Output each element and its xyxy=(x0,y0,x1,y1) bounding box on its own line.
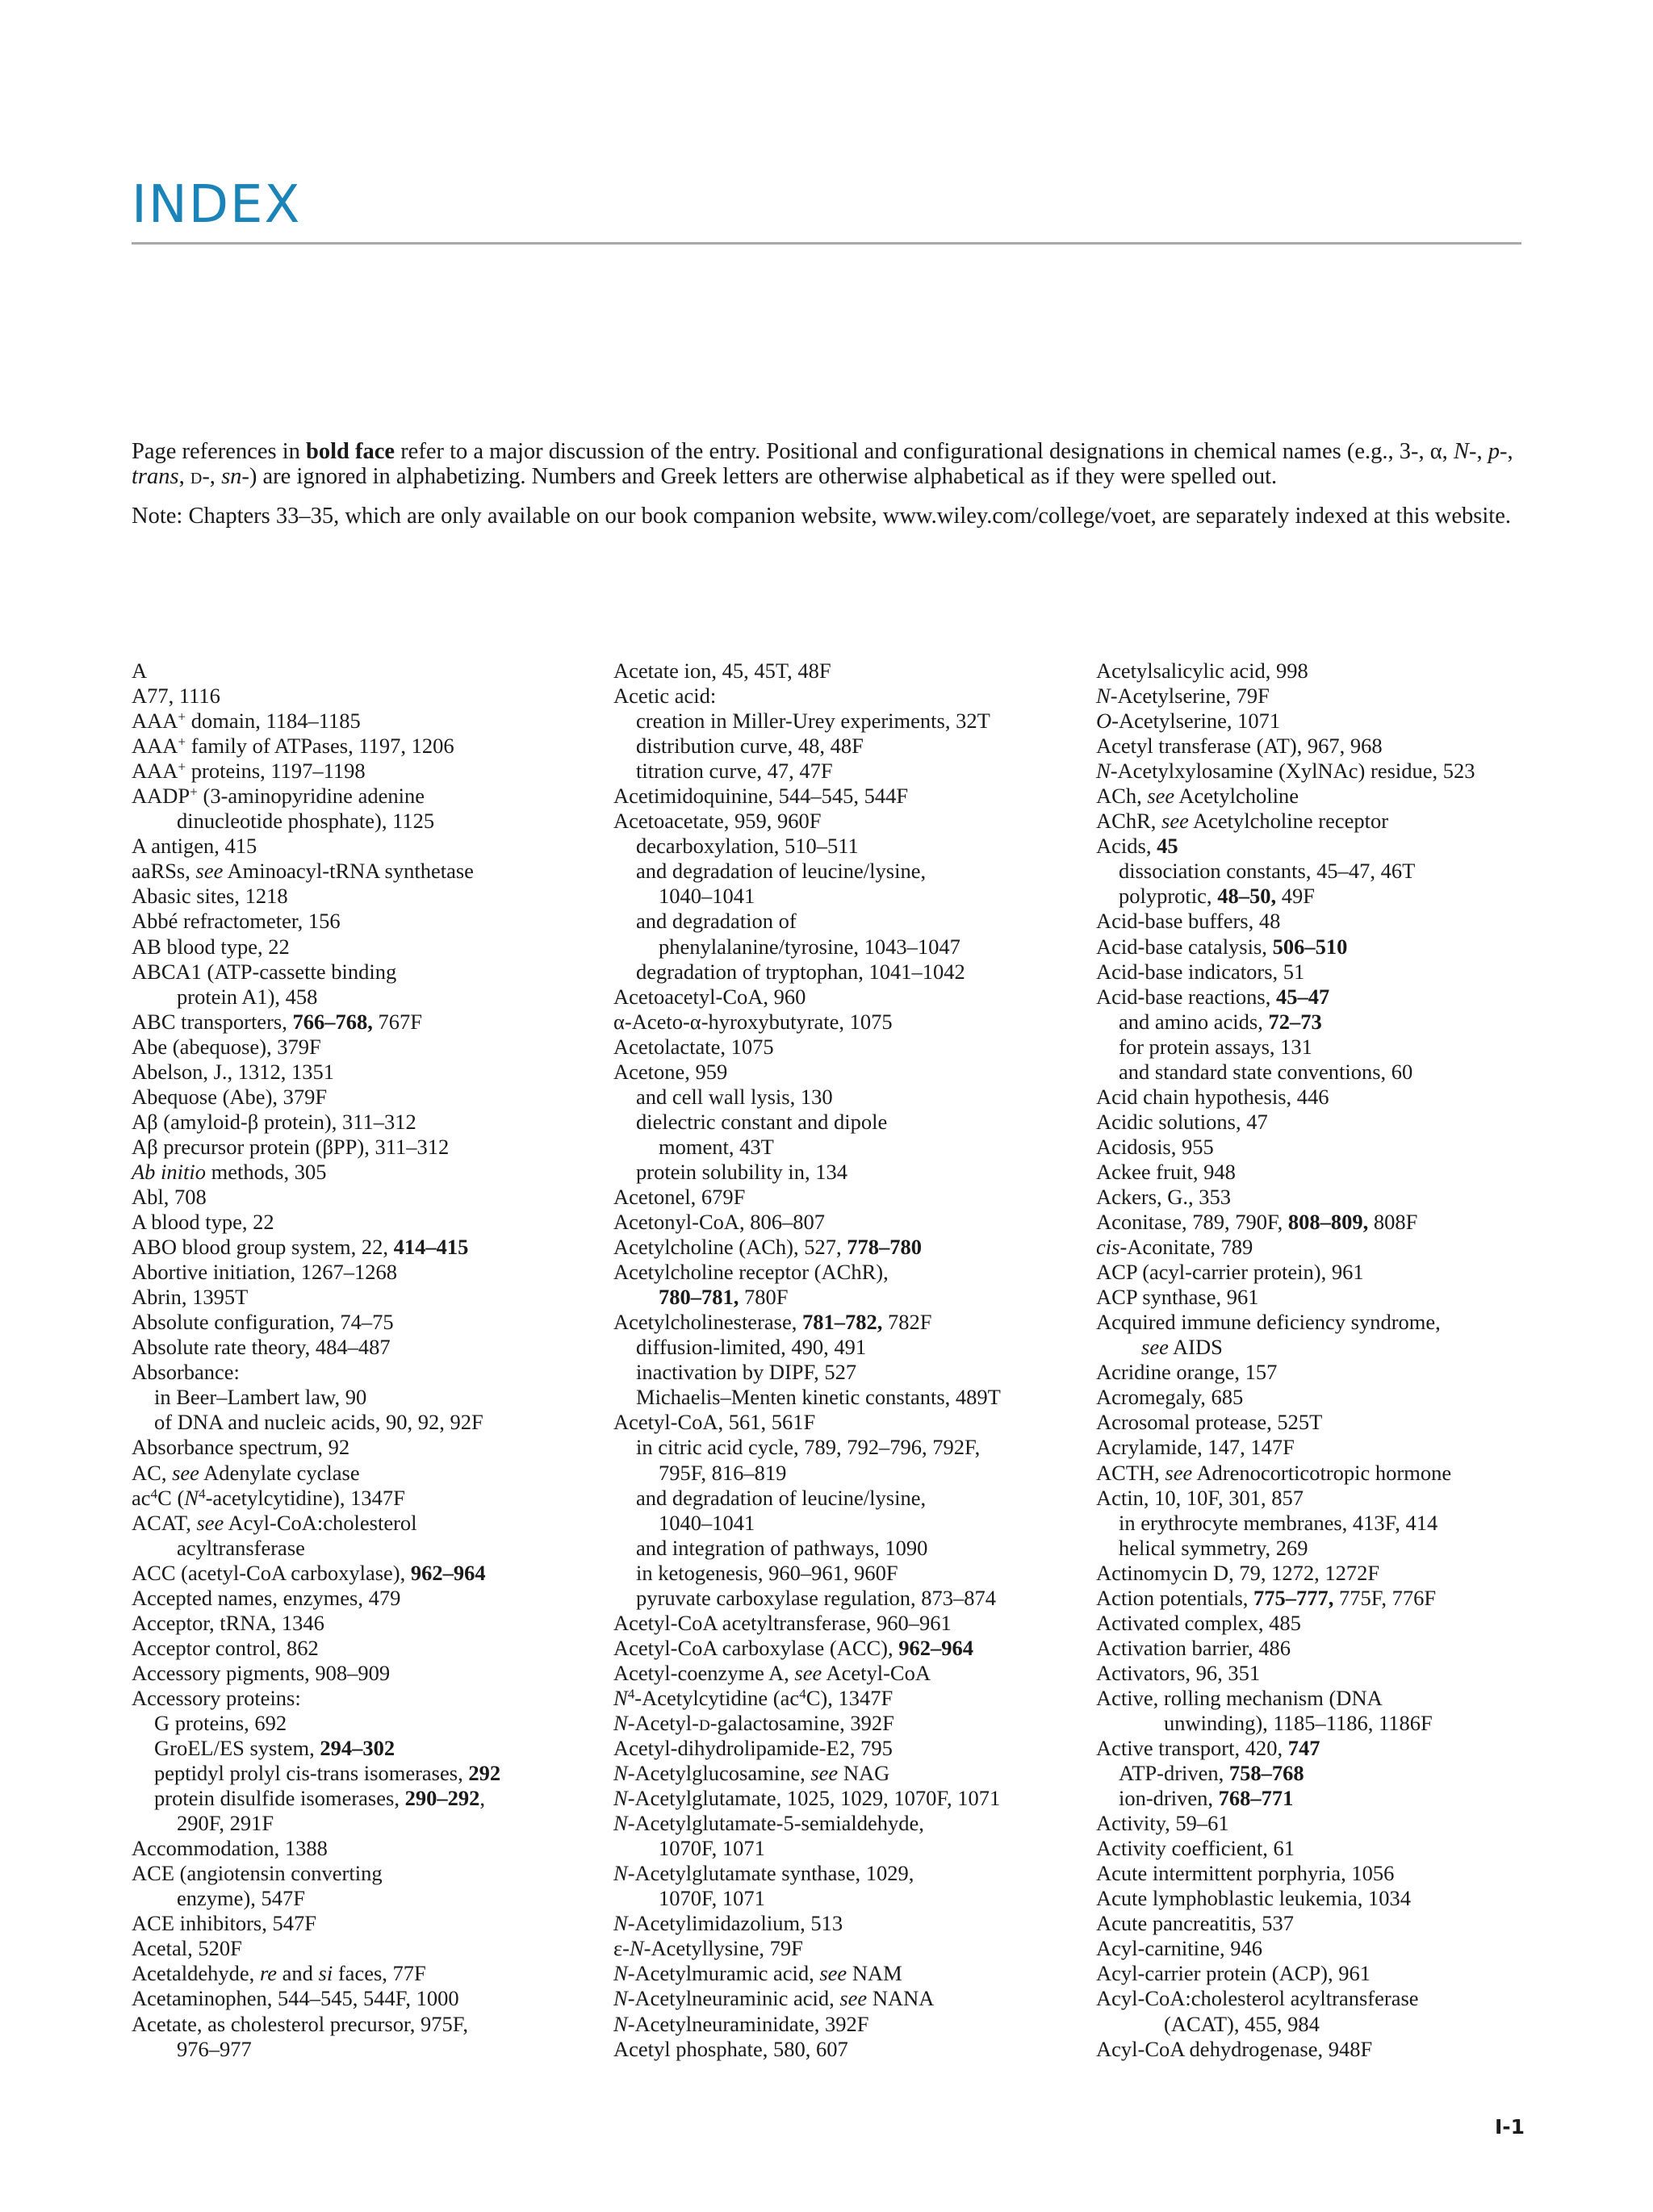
index-entry: Activators, 96, 351 xyxy=(1096,1660,1261,1685)
index-entry: $ac^4C$ $(N^4-acetylcytidine)$, 1347F xyxy=(132,1485,405,1510)
index-entry: Ab initio methods, 305 xyxy=(132,1159,327,1184)
index-subentry: 795F, 816–819 xyxy=(659,1460,787,1485)
index-entry: aaRSs, see Aminoacyl-tRNA synthetase xyxy=(132,859,474,884)
index-subentry: and standard state conventions, 60 xyxy=(1119,1059,1413,1084)
index-subentry: and cell wall lysis, 130 xyxy=(636,1084,833,1109)
index-entry: N-Acetylglutamate, 1025, 1029, 1070F, 1071 xyxy=(613,1786,1001,1811)
index-column-2 xyxy=(613,659,1082,2062)
index-entry: Aconitase, 789, 790F, 808–809, 808F xyxy=(1096,1210,1418,1235)
index-entry: AC, see Adenylate cyclase xyxy=(132,1460,360,1485)
index-entry: Acquired immune deficiency syndrome, xyxy=(1096,1310,1441,1335)
index-entry: Acetylsalicylic acid, 998 xyxy=(1096,659,1308,683)
index-entry: Acid chain hypothesis, 446 xyxy=(1096,1084,1329,1109)
index-entry: cis-Aconitate, 789 xyxy=(1096,1235,1253,1260)
index-subentry: acyltransferase xyxy=(177,1535,305,1560)
index-subentry: of DNA and nucleic acids, 90, 92, 92F xyxy=(154,1410,483,1435)
index-column-1 xyxy=(132,659,600,2062)
page-number: I-1 xyxy=(1495,2115,1525,2139)
index-entry: Acute intermittent porphyria, 1056 xyxy=(1096,1861,1395,1886)
index-entry: ACE (angiotensin converting xyxy=(132,1861,383,1886)
index-entry: Acyl-carnitine, 946 xyxy=(1096,1936,1263,1961)
index-entry: Acidic solutions, 47 xyxy=(1096,1109,1268,1134)
index-entry: Acetyl-CoA carboxylase (ACC), 962–964 xyxy=(613,1635,973,1660)
index-subentry: degradation of tryptophan, 1041–1042 xyxy=(636,959,965,984)
index-entry: Acetyl transferase (AT), 967, 968 xyxy=(1096,734,1383,759)
index-entry: Acceptor control, 862 xyxy=(132,1635,319,1660)
index-entry: Acetoacetyl-CoA, 960 xyxy=(613,984,806,1009)
index-entry: AB blood type, 22 xyxy=(132,934,290,959)
index-entry: ACP synthase, 961 xyxy=(1096,1285,1259,1310)
page-title: INDEX xyxy=(132,175,302,235)
title-rule xyxy=(132,242,1521,245)
index-entry: Acetaminophen, 544–545, 544F, 1000 xyxy=(132,1986,459,2011)
index-entry: Ackers, G., 353 xyxy=(1096,1184,1232,1209)
index-entry: ACC (acetyl-CoA carboxylase), 962–964 xyxy=(132,1560,486,1585)
index-entry: N-Acetylneuraminidate, 392F xyxy=(613,2011,869,2036)
index-entry: AAA+ domain, 1184–1185 xyxy=(132,709,361,734)
index-entry: Acetylcholinesterase, 781–782, 782F xyxy=(613,1310,932,1335)
index-entry: Acetyl phosphate, 580, 607 xyxy=(613,2036,848,2061)
index-entry: Abbé refractometer, 156 xyxy=(132,909,341,934)
index-entry: Active, rolling mechanism (DNA xyxy=(1096,1685,1383,1710)
index-entry: Acids, 45 xyxy=(1096,834,1178,859)
index-subentry: and integration of pathways, 1090 xyxy=(636,1535,928,1560)
index-entry: Acromegaly, 685 xyxy=(1096,1385,1244,1410)
index-entry: ABO blood group system, 22, 414–415 xyxy=(132,1235,469,1260)
index-entry: N-Acetylneuraminic acid, see NANA xyxy=(613,1986,935,2011)
index-subentry: protein disulfide isomerases, 290–292, xyxy=(154,1786,485,1811)
index-entry: Acetyl-CoA, 561, 561F xyxy=(613,1410,816,1435)
index-entry: Activation barrier, 486 xyxy=(1096,1635,1291,1660)
index-entry: Abrin, 1395T xyxy=(132,1285,249,1310)
index-subentry: (ACAT), 455, 984 xyxy=(1164,2011,1320,2036)
index-entry: Acidosis, 955 xyxy=(1096,1134,1214,1159)
index-entry: Acetylcholine (ACh), 527, 778–780 xyxy=(613,1235,922,1260)
index-subentry: and degradation of xyxy=(636,909,797,934)
index-subentry: Michaelis–Menten kinetic constants, 489T xyxy=(636,1385,1001,1410)
index-subentry: protein A1), 458 xyxy=(177,984,318,1009)
index-entry: Acridine orange, 157 xyxy=(1096,1360,1278,1385)
index-entry: Actin, 10, 10F, 301, 857 xyxy=(1096,1485,1304,1510)
index-entry: AAA+ proteins, 1197–1198 xyxy=(132,759,366,784)
index-subentry: for protein assays, 131 xyxy=(1119,1034,1312,1059)
index-subentry: phenylalanine/tyrosine, 1043–1047 xyxy=(659,934,960,959)
index-entry: N-Acetylglutamate-5-semialdehyde, xyxy=(613,1811,924,1836)
index-entry: Acetic acid: xyxy=(613,684,717,709)
index-entry: Acetylcholine receptor (AChR), xyxy=(613,1260,889,1285)
index-entry: Acid-base buffers, 48 xyxy=(1096,909,1281,934)
index-subentry: in Beer–Lambert law, 90 xyxy=(154,1385,367,1410)
index-subentry: in ketogenesis, 960–961, 960F xyxy=(636,1560,898,1585)
index-entry: Abequose (Abe), 379F xyxy=(132,1084,328,1109)
index-entry: Acrylamide, 147, 147F xyxy=(1096,1435,1295,1460)
index-entry: Ackee fruit, 948 xyxy=(1096,1159,1236,1184)
index-entry: Abortive initiation, 1267–1268 xyxy=(132,1260,398,1285)
index-entry: ACAT, see Acyl-CoA:cholesterol xyxy=(132,1510,417,1535)
index-entry: ABC transporters, 766–768, 767F xyxy=(132,1009,422,1034)
index-entry: $N^4$-Acetylcytidine $(ac^4C)$, 1347F xyxy=(613,1685,893,1710)
index-subentry: and degradation of leucine/lysine, xyxy=(636,859,927,884)
index-entry: Acetate, as cholesterol precursor, 975F, xyxy=(132,2011,468,2036)
index-subentry: distribution curve, 48, 48F xyxy=(636,734,864,759)
index-entry: Acetonyl-CoA, 806–807 xyxy=(613,1210,826,1235)
index-entry: Acyl-CoA dehydrogenase, 948F xyxy=(1096,2036,1373,2061)
index-entry: Acrosomal protease, 525T xyxy=(1096,1410,1323,1435)
index-entry: Acyl-carrier protein (ACP), 961 xyxy=(1096,1961,1371,1986)
index-entry: Acetimidoquinine, 544–545, 544F xyxy=(613,784,909,809)
index-entry: A blood type, 22 xyxy=(132,1210,274,1235)
index-subentry: titration curve, 47, 47F xyxy=(636,759,833,784)
index-subentry: dissociation constants, 45–47, 46T xyxy=(1119,859,1416,884)
index-subentry: protein solubility in, 134 xyxy=(636,1159,848,1184)
index-subentry: 780–781, 780F xyxy=(659,1285,789,1310)
index-entry: Acetyl-dihydrolipamide-E2, 795 xyxy=(613,1736,893,1761)
index-subentry: creation in Miller-Urey experiments, 32T xyxy=(636,709,990,734)
index-subentry: inactivation by DIPF, 527 xyxy=(636,1360,857,1385)
index-entry: Absolute rate theory, 484–487 xyxy=(132,1335,391,1360)
index-entry: Abasic sites, 1218 xyxy=(132,884,288,909)
index-subentry: 1040–1041 xyxy=(659,884,755,909)
index-entry: A antigen, 415 xyxy=(132,834,257,859)
index-entry: N-Acetylimidazolium, 513 xyxy=(613,1911,843,1936)
index-subentry: G proteins, 692 xyxy=(154,1710,287,1735)
index-entry: A xyxy=(132,659,148,683)
intro-text xyxy=(132,439,1520,543)
index-subentry: dinucleotide phosphate), 1125 xyxy=(177,809,435,834)
index-entry: Acute lymphoblastic leukemia, 1034 xyxy=(1096,1886,1412,1911)
index-entry: Acetaldehyde, re and si faces, 77F xyxy=(132,1961,426,1986)
index-subentry: peptidyl prolyl cis-trans isomerases, 292 xyxy=(154,1761,501,1786)
index-entry: Acetolactate, 1075 xyxy=(613,1034,774,1059)
index-subentry: helical symmetry, 269 xyxy=(1119,1535,1308,1560)
index-entry: Acetal, 520F xyxy=(132,1936,242,1961)
index-entry: N-Acetyl-d-galactosamine, 392F xyxy=(613,1710,894,1735)
index-entry: ACP (acyl-carrier protein), 961 xyxy=(1096,1260,1364,1285)
index-subentry: 290F, 291F xyxy=(177,1811,274,1836)
index-subentry: 1070F, 1071 xyxy=(659,1886,765,1911)
index-subentry: in erythrocyte membranes, 413F, 414 xyxy=(1119,1510,1438,1535)
index-subentry: see AIDS xyxy=(1141,1335,1223,1360)
intro-paragraph-note: Note: Chapters 33–35, which are only available on our book companion website, www.wiley.com/college/voet, are separately indexed at this website. xyxy=(132,504,1511,529)
index-entry: N-Acetylmuramic acid, see NAM xyxy=(613,1961,902,1986)
index-entry: Acid-base indicators, 51 xyxy=(1096,959,1305,984)
index-entry: ACh, see Acetylcholine xyxy=(1096,784,1299,809)
index-entry: N-Acetylglucosamine, see NAG xyxy=(613,1761,890,1786)
index-subentry: in citric acid cycle, 789, 792–796, 792F, xyxy=(636,1435,981,1460)
index-subentry: 976–977 xyxy=(177,2036,252,2061)
index-subentry: and amino acids, 72–73 xyxy=(1119,1009,1322,1034)
index-entry: Accepted names, enzymes, 479 xyxy=(132,1585,401,1610)
index-entry: Acetone, 959 xyxy=(613,1059,728,1084)
index-entry: Acetonel, 679F xyxy=(613,1184,746,1209)
index-entry: Accessory pigments, 908–909 xyxy=(132,1660,391,1685)
index-entry: Actinomycin D, 79, 1272, 1272F xyxy=(1096,1560,1380,1585)
index-column-3 xyxy=(1096,659,1564,2062)
index-subentry: decarboxylation, 510–511 xyxy=(636,834,859,859)
index-entry: Aβ (amyloid-β protein), 311–312 xyxy=(132,1109,416,1134)
index-subentry: ion-driven, 768–771 xyxy=(1119,1786,1294,1811)
index-entry: Acid-base reactions, 45–47 xyxy=(1096,984,1330,1009)
index-entry: Acetate ion, 45, 45T, 48F xyxy=(613,659,831,683)
index-entry: Acceptor, tRNA, 1346 xyxy=(132,1610,324,1635)
index-entry: Abl, 708 xyxy=(132,1184,207,1209)
index-entry: ABCA1 (ATP-cassette binding xyxy=(132,959,397,984)
index-entry: Acetyl-CoA acetyltransferase, 960–961 xyxy=(613,1610,952,1635)
index-entry: Aβ precursor protein (βPP), 311–312 xyxy=(132,1134,450,1159)
index-entry: Acid-base catalysis, 506–510 xyxy=(1096,934,1348,959)
index-subentry: 1070F, 1071 xyxy=(659,1836,765,1861)
index-entry: Absorbance spectrum, 92 xyxy=(132,1435,350,1460)
index-entry: Absorbance: xyxy=(132,1360,240,1385)
index-subentry: dielectric constant and dipole xyxy=(636,1109,888,1134)
index-subentry: unwinding), 1185–1186, 1186F xyxy=(1164,1710,1433,1735)
index-subentry: pyruvate carboxylase regulation, 873–874 xyxy=(636,1585,996,1610)
index-entry: ACE inhibitors, 547F xyxy=(132,1911,316,1936)
index-subentry: diffusion-limited, 490, 491 xyxy=(636,1335,867,1360)
index-entry: Abe (abequose), 379F xyxy=(132,1034,321,1059)
index-entry: AADP+ (3-aminopyridine adenine xyxy=(132,784,425,809)
index-subentry: GroEL/ES system, 294–302 xyxy=(154,1736,395,1761)
index-entry: Acute pancreatitis, 537 xyxy=(1096,1911,1295,1936)
index-entry: N-Acetylglutamate synthase, 1029, xyxy=(613,1861,914,1886)
index-entry: Active transport, 420, 747 xyxy=(1096,1736,1320,1761)
index-subentry: 1040–1041 xyxy=(659,1510,755,1535)
index-entry: Abelson, J., 1312, 1351 xyxy=(132,1059,335,1084)
index-entry: α-Aceto-α-hyroxybutyrate, 1075 xyxy=(613,1009,893,1034)
index-subentry: enzyme), 547F xyxy=(177,1886,305,1911)
index-entry: Action potentials, 775–777, 775F, 776F xyxy=(1096,1585,1437,1610)
index-entry: Absolute configuration, 74–75 xyxy=(132,1310,394,1335)
index-entry: AAA+ family of ATPases, 1197, 1206 xyxy=(132,734,454,759)
index-entry: O-Acetylserine, 1071 xyxy=(1096,709,1281,734)
index-entry: Activity coefficient, 61 xyxy=(1096,1836,1295,1861)
index-subentry: polyprotic, 48–50, 49F xyxy=(1119,884,1315,909)
index-entry: Activated complex, 485 xyxy=(1096,1610,1301,1635)
index-entry: Acetyl-coenzyme A, see Acetyl-CoA xyxy=(613,1660,931,1685)
index-subentry: moment, 43T xyxy=(659,1134,774,1159)
index-entry: AChR, see Acetylcholine receptor xyxy=(1096,809,1389,834)
index-entry: Accessory proteins: xyxy=(132,1685,301,1710)
index-entry: Accommodation, 1388 xyxy=(132,1836,328,1861)
index-subentry: and degradation of leucine/lysine, xyxy=(636,1485,927,1510)
index-entry: ε-N-Acetyllysine, 79F xyxy=(613,1936,803,1961)
index-entry: Acyl-CoA:cholesterol acyltransferase xyxy=(1096,1986,1419,2011)
index-entry: Acetoacetate, 959, 960F xyxy=(613,809,822,834)
intro-paragraph-bold-face: Page references in bold face refer to a major discussion of the entry. Positional and configurational designations in chemical names (e.g., 3-, α, N-, p-, trans, d-, sn-) are ignored in alphabetizing. Numbers and Greek letters are otherwise alphabetical as if they were spelled out. xyxy=(132,439,1513,489)
index-entry: ACTH, see Adrenocorticotropic hormone xyxy=(1096,1460,1452,1485)
index-entry: A77, 1116 xyxy=(132,684,220,709)
index-subentry: ATP-driven, 758–768 xyxy=(1119,1761,1304,1786)
index-entry: Activity, 59–61 xyxy=(1096,1811,1229,1836)
index-entry: N-Acetylserine, 79F xyxy=(1096,684,1270,709)
index-entry: N-Acetylxylosamine (XylNAc) residue, 523 xyxy=(1096,759,1475,784)
